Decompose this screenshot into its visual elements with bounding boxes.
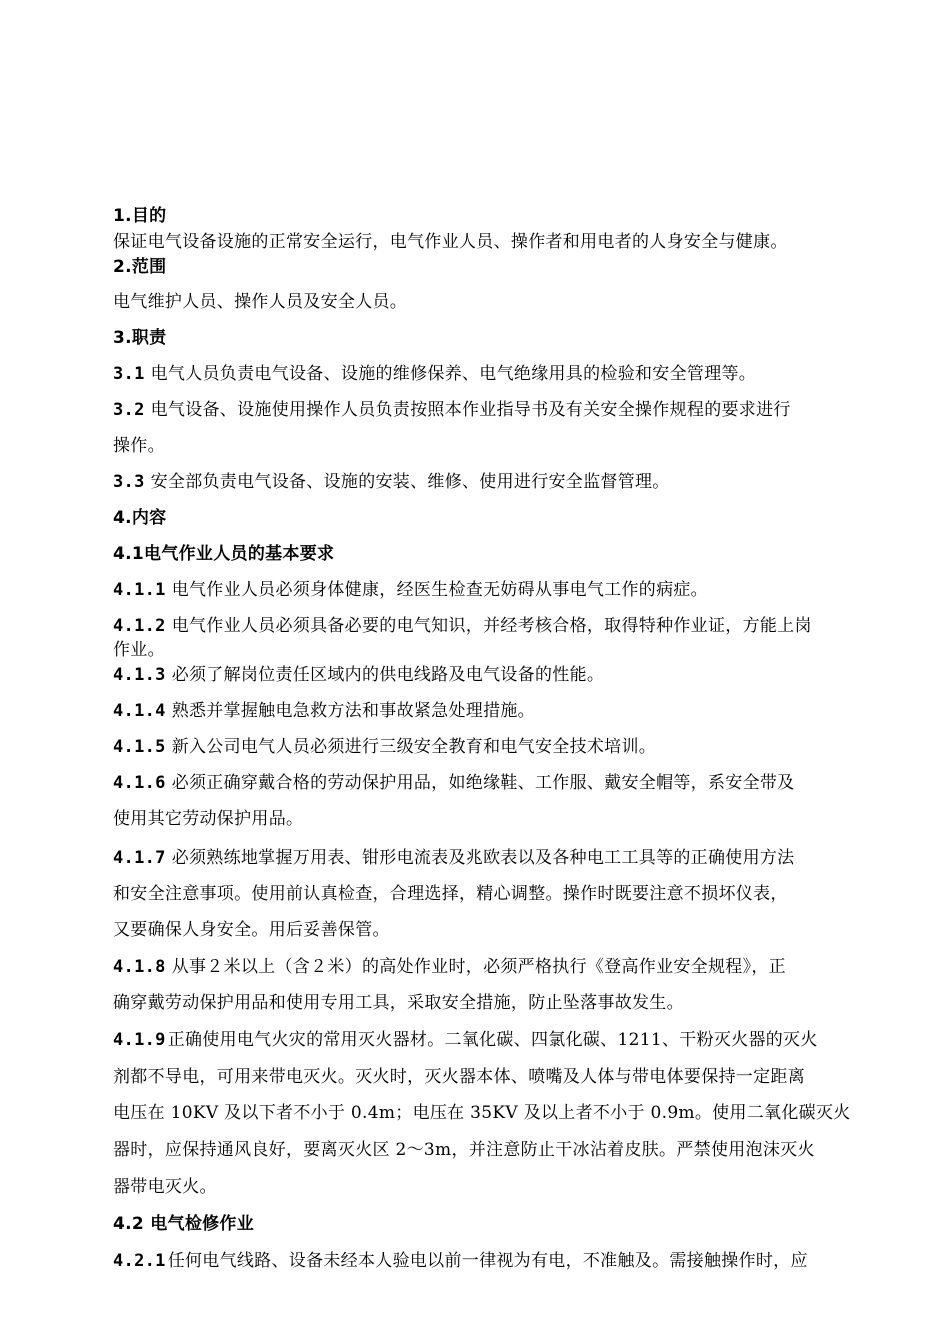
purpose-text: 保证电气设备设施的正常安全运行，电气作业人员、操作者和用电者的人身安全与健康。	[113, 232, 788, 252]
item-text: 熟悉并掌握触电急救方法和事故紧急处理措施。	[171, 701, 535, 721]
scope-text: 电气维护人员、操作人员及安全人员。	[113, 292, 408, 312]
paragraph-4-1-9-cont-3: 器时，应保持通风良好，要离灭火区 2～3m，并注意防止干冰沾着皮肤。严禁使用泡沫灭火	[113, 1140, 815, 1160]
item-text: 必须熟练地掌握万用表、钳形电流表及兆欧表以及各种电工工具等的正确使用方法	[171, 848, 795, 868]
paragraph-3-3	[113, 471, 670, 493]
paragraph-4-1-3	[113, 664, 604, 686]
paragraph-3-2	[113, 399, 791, 421]
item-number: 4.2.1	[113, 1251, 166, 1271]
item-text: 安全部负责电气设备、设施的安装、维修、使用进行安全监督管理。	[150, 472, 670, 492]
section-heading-content: 4.内容	[113, 508, 167, 528]
item-number: 4.1.2	[113, 616, 166, 636]
paragraph-4-1-9-cont-1: 剂都不导电，可用来带电灭火。灭火时，灭火器本体、喷嘴及人体与带电体要保持一定距离	[113, 1067, 805, 1087]
item-number: 3.3	[113, 472, 145, 492]
item-number: 4.1.6	[113, 773, 166, 793]
paragraph-4-1-5	[113, 736, 656, 758]
section-heading-scope: 2.范围	[113, 257, 167, 277]
subsection-heading-4-1: 4.1电气作业人员的基本要求	[113, 544, 335, 564]
paragraph-4-1-7-cont-1: 和安全注意事项。使用前认真检查，合理选择，精心调整。操作时既要注意不损坏仪表，	[113, 884, 788, 904]
item-text: 正确使用电气火灾的常用灭火器材。二氧化碳、四氯化碳、1211、干粉灭火器的灭火	[167, 1030, 818, 1050]
item-text: 电气作业人员必须身体健康，经医生检查无妨碍从事电气工作的病症。	[171, 580, 708, 600]
paragraph-4-1-9-cont-4: 器带电灭火。	[113, 1177, 217, 1197]
item-number: 4.1.5	[113, 737, 166, 757]
paragraph-4-1-2	[113, 615, 812, 637]
section-heading-responsibility: 3.职责	[113, 328, 167, 348]
item-number: 4.1.4	[113, 701, 166, 721]
item-text: 必须正确穿戴合格的劳动保护用品，如绝缘鞋、工作服、戴安全帽等，系安全带及	[171, 773, 795, 793]
paragraph-4-1-1	[113, 579, 708, 601]
paragraph-4-1-9-cont-2: 电压在 10KV 及以下者不小于 0.4m；电压在 35KV 及以上者不小于 0.9m。使用二氧化碳灭火	[113, 1103, 851, 1123]
paragraph-4-1-9	[113, 1029, 818, 1051]
paragraph-4-1-8-cont: 确穿戴劳动保护用品和使用专用工具，采取安全措施，防止坠落事故发生。	[113, 993, 684, 1013]
paragraph-4-1-4	[113, 700, 535, 722]
paragraph-4-1-7	[113, 847, 795, 869]
item-number: 4.1.3	[113, 665, 166, 685]
item-number: 4.1.9	[113, 1030, 166, 1050]
item-number: 3.1	[113, 364, 145, 384]
paragraph-4-1-6-cont: 使用其它劳动保护用品。	[113, 809, 304, 829]
item-text: 新入公司电气人员必须进行三级安全教育和电气安全技术培训。	[171, 737, 657, 757]
paragraph-4-1-7-cont-2: 又要确保人身安全。用后妥善保管。	[113, 920, 390, 940]
section-heading-purpose: 1.目的	[113, 206, 167, 226]
item-number: 4.1.8	[113, 957, 166, 977]
paragraph-4-1-8	[113, 956, 786, 978]
item-text: 电气人员负责电气设备、设施的维修保养、电气绝缘用具的检验和安全管理等。	[150, 364, 757, 384]
item-text: 电气作业人员必须具备必要的电气知识，并经考核合格，取得特种作业证，方能上岗	[171, 616, 812, 636]
item-text: 任何电气线路、设备未经本人验电以前一律视为有电，不准触及。需接触操作时，应	[167, 1251, 808, 1271]
item-text: 从事２米以上（含２米）的高处作业时，必须严格执行《登高作业安全规程》，正	[171, 957, 786, 977]
paragraph-4-1-2-cont: 作业。	[113, 640, 165, 660]
item-number: 4.1.7	[113, 848, 166, 868]
paragraph-3-2-cont: 操作。	[113, 436, 165, 456]
item-number: 4.1.1	[113, 580, 166, 600]
subsection-heading-4-2: 4.2 电气检修作业	[113, 1214, 255, 1234]
paragraph-3-1	[113, 363, 756, 385]
item-number: 3.2	[113, 400, 145, 420]
item-text: 电气设备、设施使用操作人员负责按照本作业指导书及有关安全操作规程的要求进行	[150, 400, 791, 420]
paragraph-4-1-6	[113, 772, 795, 794]
item-text: 必须了解岗位责任区域内的供电线路及电气设备的性能。	[171, 665, 605, 685]
paragraph-4-2-1	[113, 1250, 808, 1272]
